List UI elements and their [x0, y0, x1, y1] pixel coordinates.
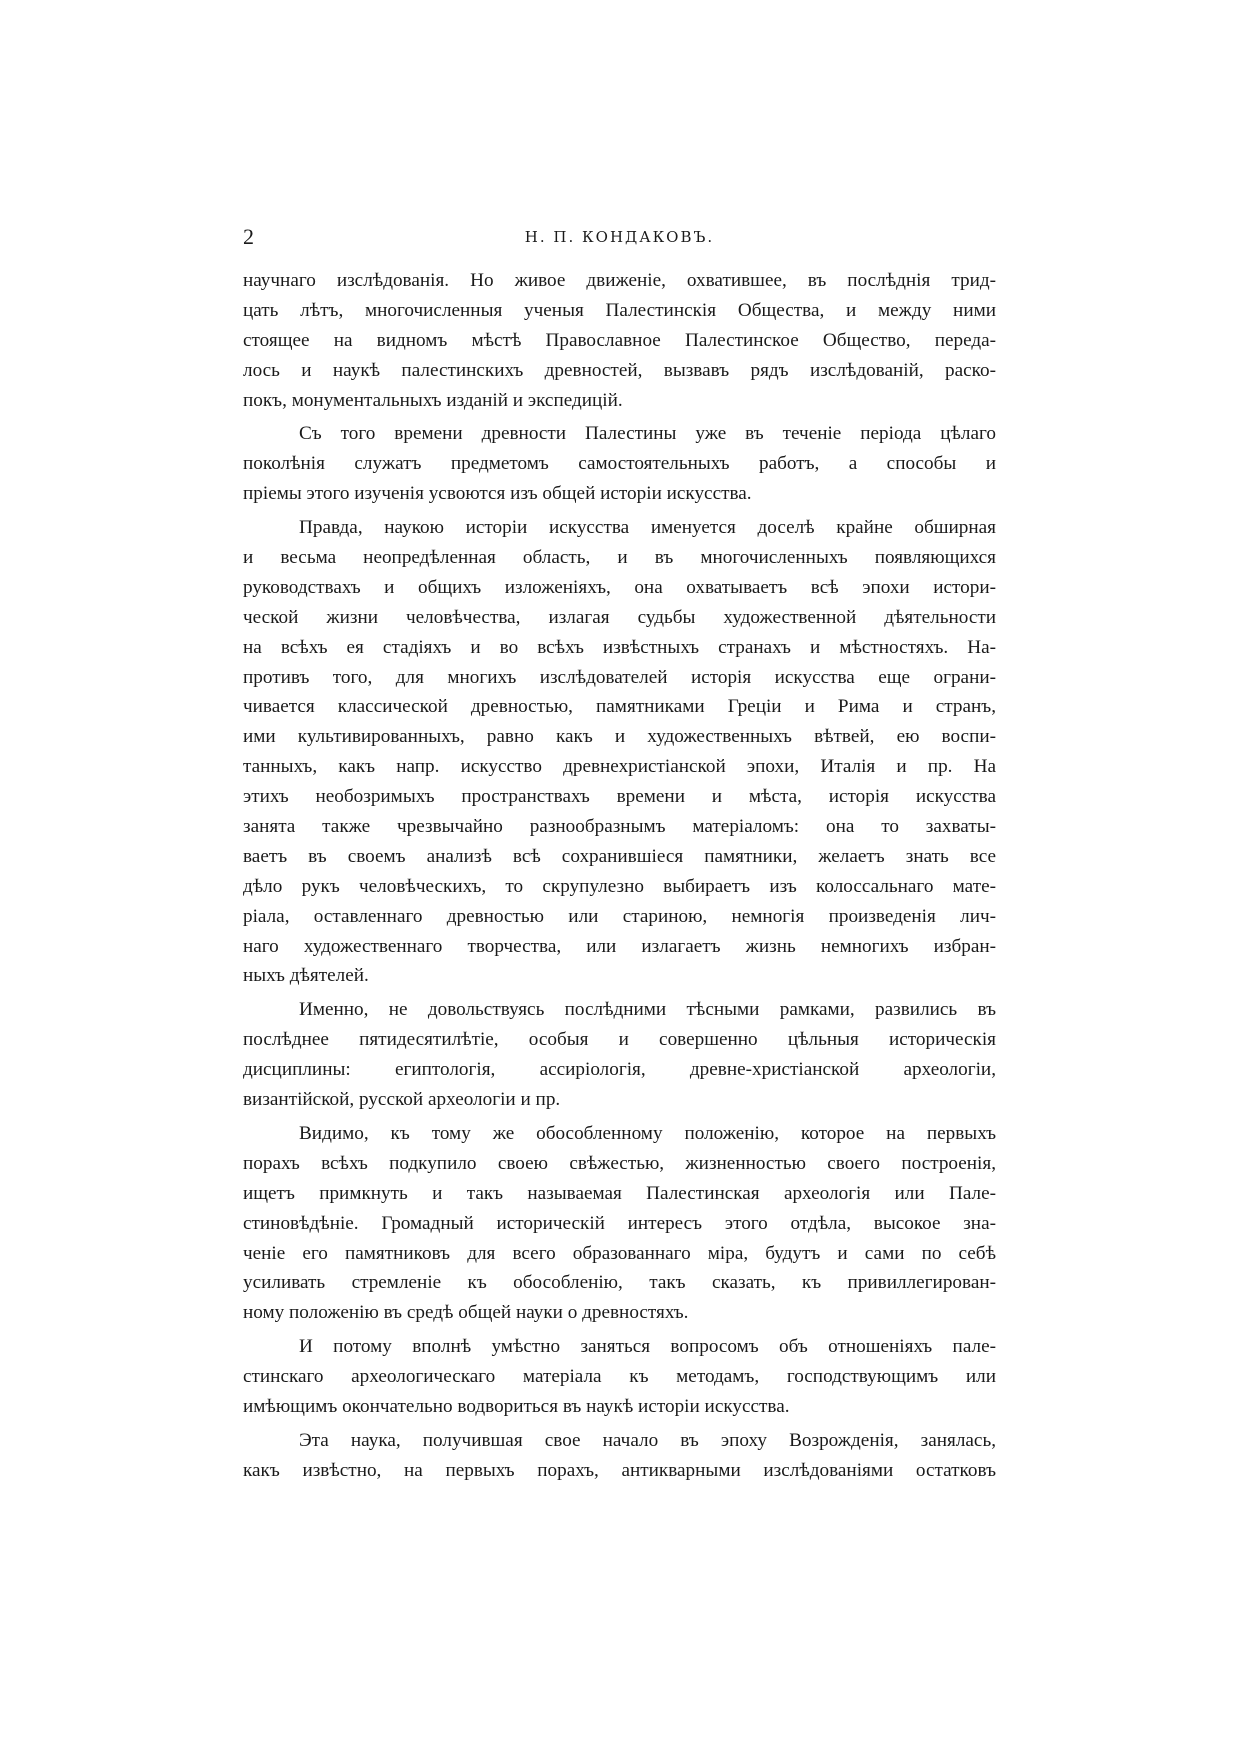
text-line: Именно, не довольствуясь послѣдними тѣсными рамками, развились въ — [299, 999, 996, 1021]
text-line: научнаго изслѣдованія. Но живое движеніе, охватившее, въ послѣднія трид- — [243, 270, 996, 291]
text-line: ріала, оставленнаго древностью или стариною, немногія произведенія лич- — [243, 905, 996, 927]
page-number: 2 — [243, 224, 254, 249]
text-line: Съ того времени древности Палестины уже въ теченіе періода цѣлаго — [299, 423, 996, 445]
text-line: стоящее на видномъ мѣстѣ Православное Палестинское Общество, переда- — [243, 329, 996, 351]
text-line: руководствахъ и общихъ изложеніяхъ, она охватываетъ всѣ эпохи истори- — [243, 576, 996, 598]
text-line: пріемы этого изученія усвоются изъ общей исторіи искусства. — [243, 483, 752, 505]
text-line: византійской, русской археологіи и пр. — [243, 1089, 561, 1111]
text-line: занята также чрезвычайно разнообразнымъ матеріаломъ: она то захваты- — [243, 816, 996, 838]
text-line: ими культивированныхъ, равно какъ и художественныхъ вѣтвей, ею воспи- — [243, 726, 996, 748]
text-line: ваетъ въ своемъ анализѣ всѣ сохранившіеся памятники, желаетъ знать все — [243, 845, 996, 867]
text-line: покъ, монументальныхъ изданій и экспедицій. — [243, 389, 623, 411]
text-line: ныхъ дѣятелей. — [243, 965, 369, 987]
text-line: лось и наукѣ палестинскихъ древностей, вызвавъ рядъ изслѣдованій, раско- — [243, 359, 996, 381]
paragraph — [243, 266, 996, 415]
text-line: дисциплины: египтологія, ассиріологія, древне-христіанской археологіи, — [243, 1059, 996, 1081]
text-line: чивается классической древностью, памятниками Греціи и Рима и странъ, — [243, 696, 996, 718]
paragraph — [243, 1426, 996, 1486]
text-line: поколѣнія служатъ предметомъ самостоятельныхъ работъ, а способы и — [243, 453, 996, 475]
text-line: ченіе его памятниковъ для всего образованнаго міра, будутъ и сами по себѣ — [243, 1242, 996, 1264]
paragraph — [243, 419, 996, 509]
paragraph — [243, 1332, 996, 1422]
paragraph — [243, 995, 996, 1115]
text-line: послѣднее пятидесятилѣтіе, особыя и совершенно цѣльныя историческія — [243, 1029, 996, 1051]
text-line: Правда, наукою исторіи искусства именуется доселѣ крайне обширная — [299, 517, 996, 539]
text-line: ищетъ примкнуть и такъ называемая Палестинская археологія или Пале- — [243, 1182, 996, 1204]
text-line: и весьма неопредѣленная область, и въ многочисленныхъ появляющихся — [243, 547, 996, 569]
text-line: стинскаго археологическаго матеріала къ методамъ, господствующимъ или — [243, 1366, 996, 1388]
running-head — [243, 224, 996, 252]
text-line: И потому вполнѣ умѣстно заняться вопросомъ объ отношеніяхъ пале- — [299, 1336, 996, 1358]
text-line: дѣло рукъ человѣческихъ, то скрупулезно выбираетъ изъ колоссальнаго мате- — [243, 875, 996, 897]
text-line: этихъ необозримыхъ пространствахъ времени и мѣста, исторія искусства — [243, 786, 996, 808]
running-title: Н. П. КОНДАКОВЪ. — [524, 228, 715, 246]
text-line: какъ извѣстно, на первыхъ порахъ, антикварными изслѣдованіями остатковъ — [243, 1459, 996, 1481]
text-line: ческой жизни человѣчества, излагая судьбы художественной дѣятельности — [243, 606, 996, 628]
text-line: порахъ всѣхъ подкупило своею свѣжестью, жизненностью своего построенія, — [243, 1152, 996, 1174]
text-line: цать лѣтъ, многочисленныя ученыя Палестинскія Общества, и между ними — [243, 299, 996, 321]
paragraph — [243, 513, 996, 991]
text-line: Эта наука, получившая свое начало въ эпоху Возрожденія, занялась, — [299, 1429, 996, 1451]
paragraph — [243, 1119, 996, 1328]
text-line: усиливать стремленіе къ обособленію, такъ сказать, къ привиллегирован- — [243, 1272, 996, 1294]
text-line: танныхъ, какъ напр. искусство древнехристіанской эпохи, Италія и пр. На — [243, 756, 996, 778]
text-line: на всѣхъ ея стадіяхъ и во всѣхъ извѣстныхъ странахъ и мѣстностяхъ. На- — [243, 636, 996, 658]
text-line: Видимо, къ тому же обособленному положенію, которое на первыхъ — [299, 1122, 996, 1144]
text-line: ному положенію въ средѣ общей науки о древностяхъ. — [243, 1302, 689, 1324]
text-line: противъ того, для многихъ изслѣдователей исторія искусства еще ограни- — [243, 666, 996, 688]
body-text — [243, 266, 996, 1486]
text-line: наго художественнаго творчества, или излагаетъ жизнь немногихъ избран- — [243, 935, 996, 957]
text-line: стиновѣдѣніе. Громадный историческій интересъ этого отдѣла, высокое зна- — [243, 1212, 996, 1234]
text-line: имѣющимъ окончательно водвориться въ наукѣ исторіи искусства. — [243, 1395, 790, 1417]
